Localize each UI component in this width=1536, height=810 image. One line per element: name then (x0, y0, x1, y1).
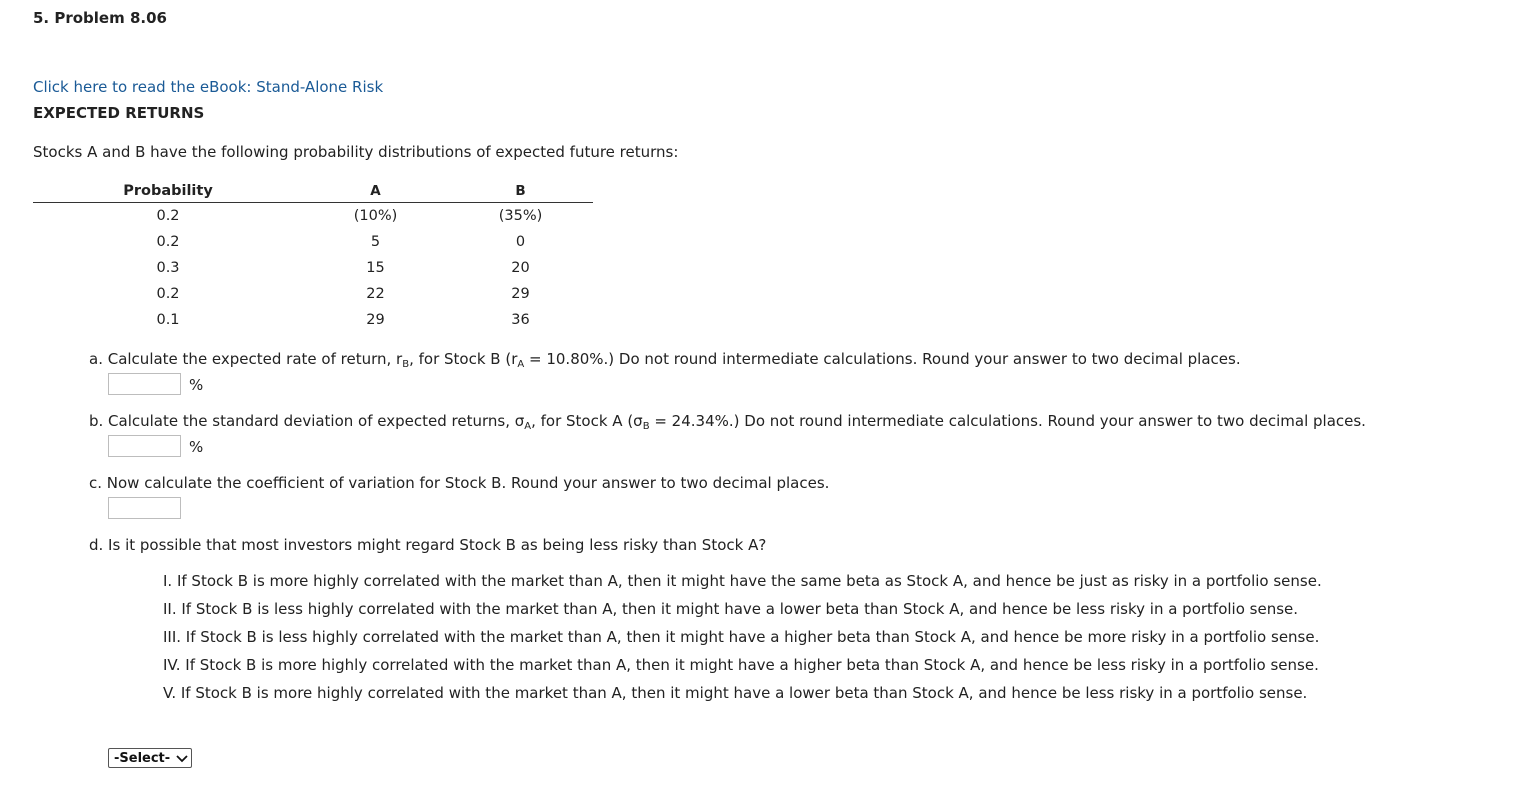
cell-a: 5 (370, 234, 381, 250)
answer-d-select[interactable] (108, 748, 192, 768)
chevron-down-icon (175, 753, 189, 763)
option-i: I. If Stock B is more highly correlated with the market than A, then it might have the same beta as Stock A, and hence be just as risky in a portfolio sense. (163, 572, 1322, 590)
question-a-sub-2: A (517, 359, 525, 370)
cell-probability: 0.2 (156, 234, 180, 250)
problem-title: 5. Problem 8.06 (33, 9, 167, 27)
question-b-text-1: b. Calculate the standard deviation of expected returns, σ (89, 412, 525, 430)
header-a: A (303, 180, 448, 203)
table-row (33, 255, 593, 281)
question-b-text-2: , for Stock A (σ (531, 412, 643, 430)
question-b-sub-2: B (642, 421, 650, 432)
question-a (89, 350, 1241, 370)
question-a-sub-1: B (402, 359, 410, 370)
cell-probability: 0.2 (156, 286, 180, 302)
answer-a-unit: % (189, 376, 204, 394)
cell-a: (10%) (353, 208, 398, 224)
option-v: V. If Stock B is more highly correlated with the market than A, then it might have a lower beta than Stock A, and hence be less risky in a portfolio sense. (163, 684, 1308, 702)
ebook-link[interactable]: Click here to read the eBook: Stand-Alone Risk (33, 78, 384, 96)
question-a-text-3: = 10.80%.) Do not round intermediate calculations. Round your answer to two decimal places. (524, 350, 1241, 368)
cell-a: 22 (366, 286, 385, 302)
table-row (33, 281, 593, 307)
cell-a: 29 (366, 312, 385, 328)
table-row (33, 307, 593, 333)
option-iv: IV. If Stock B is more highly correlated with the market than A, then it might have a higher beta than Stock A, and hence be less risky in a portfolio sense. (163, 656, 1319, 674)
question-d: d. Is it possible that most investors might regard Stock B as being less risky than Stock A? (89, 536, 767, 554)
answer-c-input[interactable] (108, 497, 181, 519)
question-b-text-3: = 24.34%.) Do not round intermediate calculations. Round your answer to two decimal places. (649, 412, 1366, 430)
cell-b: 29 (511, 286, 530, 302)
header-b: B (448, 180, 593, 203)
question-c: c. Now calculate the coefficient of variation for Stock B. Round your answer to two decimal places. (89, 474, 830, 492)
cell-b: 36 (511, 312, 530, 328)
intro-text: Stocks A and B have the following probability distributions of expected future returns: (33, 143, 679, 161)
answer-b-input[interactable] (108, 435, 181, 457)
question-b-sub-1: A (524, 421, 532, 432)
probability-table (33, 180, 593, 333)
cell-a: 15 (366, 260, 385, 276)
answer-a-input[interactable] (108, 373, 181, 395)
cell-b: 0 (515, 234, 526, 250)
table-row (33, 203, 593, 230)
cell-b: (35%) (498, 208, 543, 224)
option-iii: III. If Stock B is less highly correlated with the market than A, then it might have a higher beta than Stock A, and hence be more risky in a portfolio sense. (163, 628, 1320, 646)
cell-probability: 0.2 (156, 208, 180, 224)
header-probability: Probability (33, 180, 303, 203)
section-heading: EXPECTED RETURNS (33, 104, 205, 122)
question-b (89, 412, 1366, 432)
option-ii: II. If Stock B is less highly correlated with the market than A, then it might have a lower beta than Stock A, and hence be less risky in a portfolio sense. (163, 600, 1299, 618)
answer-b-unit: % (189, 438, 204, 456)
cell-probability: 0.1 (156, 312, 180, 328)
question-a-text-2: , for Stock B (r (409, 350, 518, 368)
cell-probability: 0.3 (156, 260, 180, 276)
table-row (33, 229, 593, 255)
cell-b: 20 (511, 260, 530, 276)
select-label: -Select- (114, 750, 171, 766)
question-a-text-1: a. Calculate the expected rate of return, r (89, 350, 403, 368)
table-header-row (33, 180, 593, 203)
